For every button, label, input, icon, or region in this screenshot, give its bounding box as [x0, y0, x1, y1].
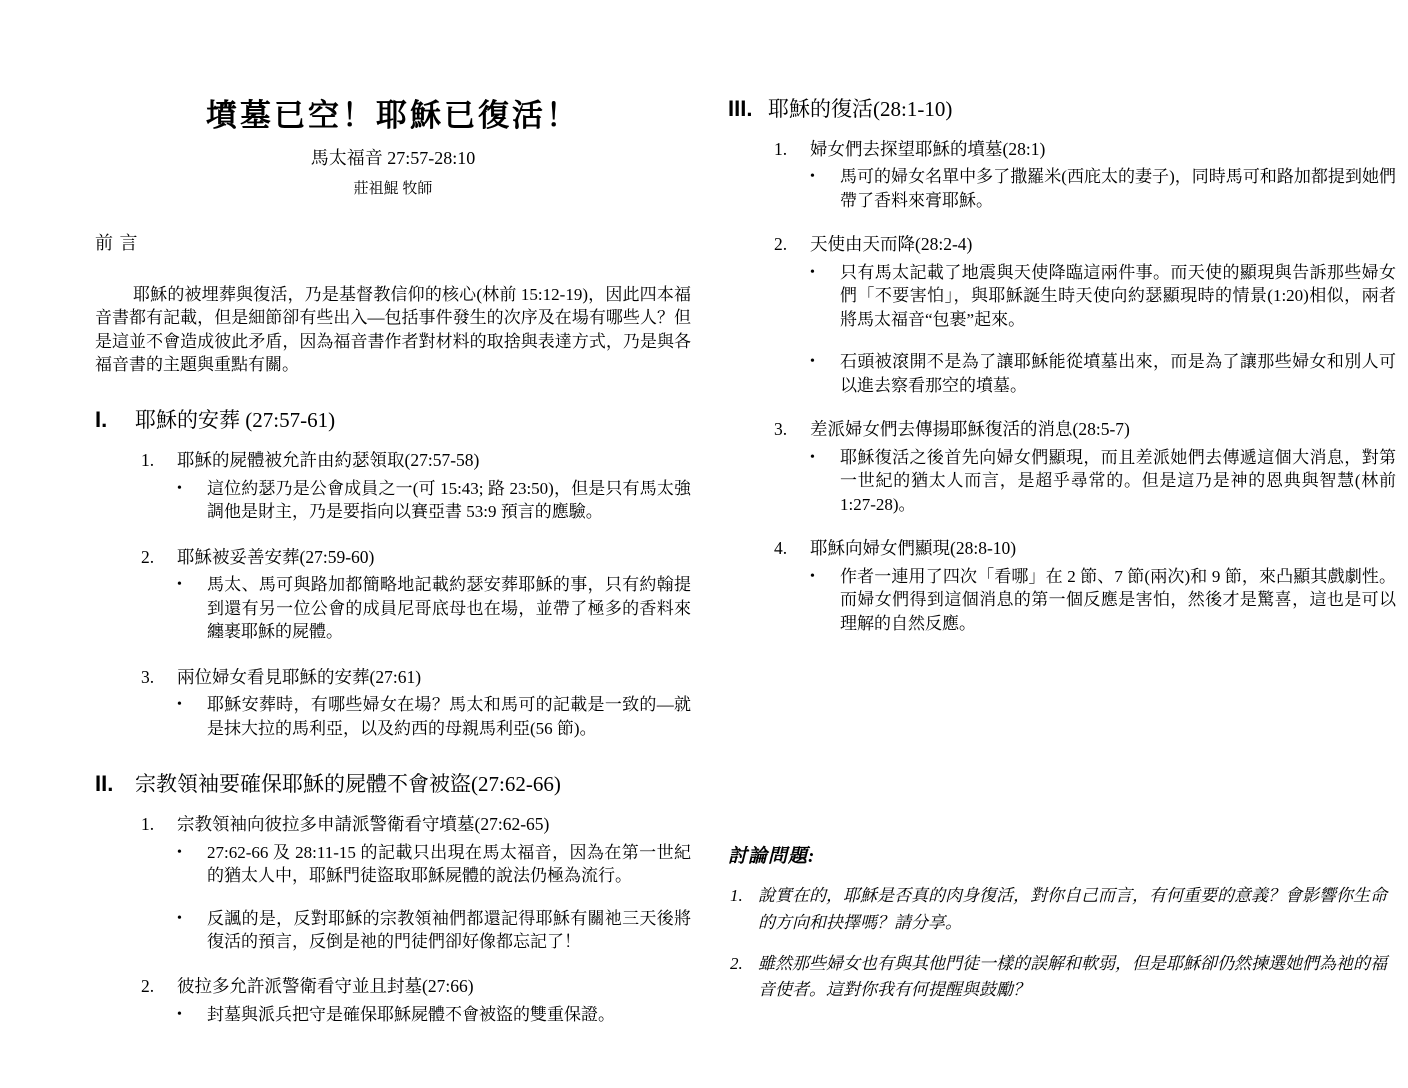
- outline-item: [774, 138, 1396, 161]
- section-1-numeral: I.: [95, 407, 108, 433]
- bullet-item: [177, 573, 691, 643]
- outline-item: [141, 666, 691, 689]
- bullet-item: [177, 907, 691, 954]
- bullet-item: [810, 565, 1396, 635]
- question-item: [730, 951, 1396, 1004]
- item-number: 4.: [774, 538, 788, 559]
- bullet-text: 馬可的婦女名單中多了撒羅米(西庇太的妻子)，同時馬可和路加都提到她們帶了香料來膏耶穌。: [840, 167, 1396, 210]
- bullet-text: 馬太、馬可與路加都簡略地記載約瑟安葬耶穌的事，只有約翰提到還有另一位公會的成員尼哥底母也在場，並帶了極多的香料來纏裹耶穌的屍體。: [207, 575, 691, 642]
- item-title: 耶穌向婦女們顯現(28:8-10): [810, 538, 1017, 559]
- item-number: 1.: [141, 449, 155, 470]
- section-3-heading: [728, 95, 1396, 123]
- bullet-text: 27:62-66 及 28:11-15 的記載只出現在馬太福音，因為在第一世紀的猶太人中，耶穌門徒盜取耶穌屍體的說法仍極為流行。: [207, 842, 691, 886]
- outline-item: [141, 449, 691, 472]
- bullet-icon: •: [810, 449, 815, 465]
- item-title: 耶穌被妥善安葬(27:59-60): [177, 546, 375, 567]
- bullet-text: 這位約瑟乃是公會成員之一(可 15:43; 路 23:50)，但是只有馬太強調他是財主，乃是要指向以賽亞書 53:9 預言的應驗。: [207, 478, 691, 522]
- discussion-section: [728, 841, 1396, 1003]
- outline-item: [774, 537, 1396, 560]
- item-number: 2.: [141, 976, 155, 997]
- bullet-text: 反諷的是，反對耶穌的宗教領袖們都還記得耶穌有關祂三天後將復活的預言，反倒是祂的門徒們卻好像都忘記了！: [207, 908, 691, 951]
- item-title: 婦女們去探望耶穌的墳墓(28:1): [810, 138, 1046, 159]
- bullet-item: [810, 446, 1396, 516]
- bullet-text: 石頭被滾開不是為了讓耶穌能從墳墓出來，而是為了讓那些婦女和別人可以進去察看那空的墳墓。: [840, 352, 1396, 395]
- bullet-icon: •: [810, 169, 815, 185]
- author-name: 莊祖鯤 牧師: [353, 180, 433, 197]
- bullet-item: [177, 841, 691, 888]
- section-3-title: 耶穌的復活(28:1-10): [768, 97, 953, 121]
- bullet-text: 耶穌安葬時，有哪些婦女在場？馬太和馬可的記載是一致的—就是抹大拉的馬利亞，以及約西的母親馬利亞(56 節)。: [207, 695, 691, 738]
- section-2-numeral: II.: [95, 771, 114, 797]
- bullet-icon: •: [177, 910, 182, 926]
- bullet-icon: •: [810, 569, 815, 585]
- bullet-icon: •: [810, 354, 815, 370]
- item-number: 3.: [141, 666, 155, 687]
- bullet-icon: •: [177, 697, 182, 713]
- section-2-title: 宗教領袖要確保耶穌的屍體不會被盜(27:62-66): [135, 772, 561, 797]
- bullet-item: [177, 693, 691, 740]
- outline-item: [774, 233, 1396, 256]
- section-2-heading: [95, 770, 691, 798]
- outline-item: [774, 418, 1396, 441]
- question-item: [730, 883, 1396, 936]
- bullet-icon: •: [177, 577, 182, 593]
- bullet-text: 只有馬太記載了地震與天使降臨這兩件事。而天使的顯現與告訴那些婦女們「不要害怕」，與耶穌誕生時天使向約瑟顯現時的情景(1:20)相似，兩者將馬太福音“包裹”起來。: [840, 262, 1396, 329]
- item-number: 1.: [774, 138, 788, 159]
- page-title: 墳墓已空！耶穌已復活！: [206, 98, 580, 133]
- question-text: 說實在的，耶穌是否真的肉身復活，對你自己而言，有何重要的意義？會影響你生命的方向和抉擇嗎？請分享。: [758, 886, 1387, 932]
- item-number: 3.: [774, 419, 788, 440]
- outline-item: [141, 546, 691, 569]
- section-1: [95, 406, 691, 740]
- bullet-icon: •: [177, 1007, 182, 1023]
- outline-item: [141, 813, 691, 836]
- section-1-title: 耶穌的安葬 (27:57-61): [135, 408, 336, 433]
- item-title: 耶穌的屍體被允許由約瑟領取(27:57-58): [177, 449, 480, 470]
- item-title: 彼拉多允許派警衛看守並且封墓(27:66): [177, 976, 474, 997]
- bullet-text: 封墓與派兵把守是確保耶穌屍體不會被盜的雙重保證。: [207, 1005, 615, 1025]
- bullet-icon: •: [810, 264, 815, 280]
- discussion-heading: 討論問題:: [728, 846, 816, 868]
- bullet-icon: •: [177, 844, 182, 860]
- bullet-item: [810, 350, 1396, 397]
- item-title: 差派婦女們去傳揚耶穌復活的消息(28:5-7): [810, 419, 1130, 440]
- scripture-reference: 馬太福音 27:57-28:10: [310, 147, 476, 168]
- bullet-item: [177, 477, 691, 524]
- bullet-text: 作者一連用了四次「看哪」在 2 節、7 節(兩次)和 9 節，來凸顯其戲劇性。 而婦女們得到這個消息的第一個反應是害怕，然後才是驚喜，這也是可以理解的自然反應。: [840, 567, 1396, 633]
- right-column: [728, 95, 1396, 1004]
- question-number: 2.: [730, 954, 743, 974]
- bullet-item: [810, 165, 1396, 212]
- section-3: [728, 95, 1396, 635]
- question-number: 1.: [730, 886, 743, 906]
- item-number: 1.: [141, 813, 155, 834]
- section-1-heading: [95, 406, 691, 434]
- bullet-item: [177, 1003, 691, 1027]
- item-title: 宗教領袖向彼拉多申請派警衛看守墳墓(27:62-65): [177, 813, 550, 834]
- bullet-text: 耶穌復活之後首先向婦女們顯現，而且差派她們去傳遞這個大消息，對第一世紀的猶太人而言，是超乎尋常的。但是這乃是神的恩典與智慧(林前 1:27-28)。: [840, 447, 1396, 514]
- outline-item: [141, 975, 691, 998]
- bullet-icon: •: [177, 480, 182, 496]
- item-title: 兩位婦女看見耶穌的安葬(27:61): [177, 666, 422, 687]
- preface-heading: 前 言: [95, 232, 139, 253]
- left-column: [95, 98, 691, 1027]
- preface-paragraph: 耶穌的被埋葬與復活，乃是基督教信仰的核心(林前 15:12-19)，因此四本福音書都有記載，但是細節卻有些出入—包括事件發生的次序及在場有哪些人？但是這並不會造成彼此矛盾，因為福音書作者對材料的取捨與表達方式，乃是與各福音書的主題與重點有關。: [95, 284, 691, 374]
- item-title: 天使由天而降(28:2-4): [810, 234, 973, 255]
- item-number: 2.: [141, 546, 155, 567]
- item-number: 2.: [774, 234, 788, 255]
- section-3-numeral: III.: [728, 96, 753, 121]
- question-text: 雖然那些婦女也有與其他門徒一樣的誤解和軟弱，但是耶穌卻仍然揀選她們為祂的福音使者。這對你我有何提醒與鼓勵？: [758, 954, 1387, 1000]
- section-2: [95, 770, 691, 1027]
- bullet-item: [810, 261, 1396, 331]
